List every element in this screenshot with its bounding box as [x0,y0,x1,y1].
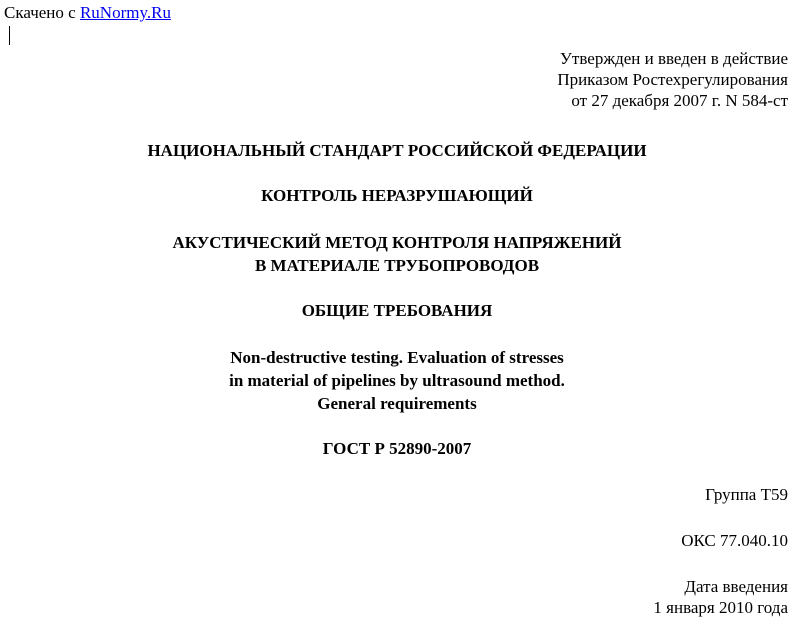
gost-number: ГОСТ Р 52890-2007 [322,439,472,458]
acoustic-title-line: В МАТЕРИАЛЕ ТРУБОПРОВОДОВ [254,256,540,275]
introduction-date: 1 января 2010 года [653,598,788,617]
oks-code: ОКС 77.040.10 [681,531,788,550]
introduction-date-block [653,576,788,618]
source-line [4,3,171,23]
english-title [0,346,794,415]
national-standard-title: НАЦИОНАЛЬНЫЙ СТАНДАРТ РОССИЙСКОЙ ФЕДЕРАЦИИ [147,141,647,160]
approval-line: Утвержден и введен в действие [559,49,788,68]
approval-line: от 27 декабря 2007 г. N 584-ст [571,91,788,110]
text-cursor [9,26,10,45]
english-title-line: General requirements [317,394,477,413]
approval-block [557,48,788,111]
acoustic-title-line: АКУСТИЧЕСКИЙ МЕТОД КОНТРОЛЯ НАПРЯЖЕНИЙ [172,233,622,252]
general-requirements-title: ОБЩИЕ ТРЕБОВАНИЯ [301,301,493,320]
english-title-line: in material of pipelines by ultrasound method. [229,371,565,390]
acoustic-method-title [0,231,794,277]
source-prefix: Скачено с [4,3,76,22]
approval-line: Приказом Ростехрегулирования [557,70,788,89]
english-title-line: Non-destructive testing. Evaluation of stresses [230,348,564,367]
introduction-label: Дата введения [684,577,788,596]
group-code: Группа Т59 [705,485,788,504]
control-title: КОНТРОЛЬ НЕРАЗРУШАЮЩИЙ [261,186,533,205]
source-link[interactable]: RuNormy.Ru [79,3,171,22]
